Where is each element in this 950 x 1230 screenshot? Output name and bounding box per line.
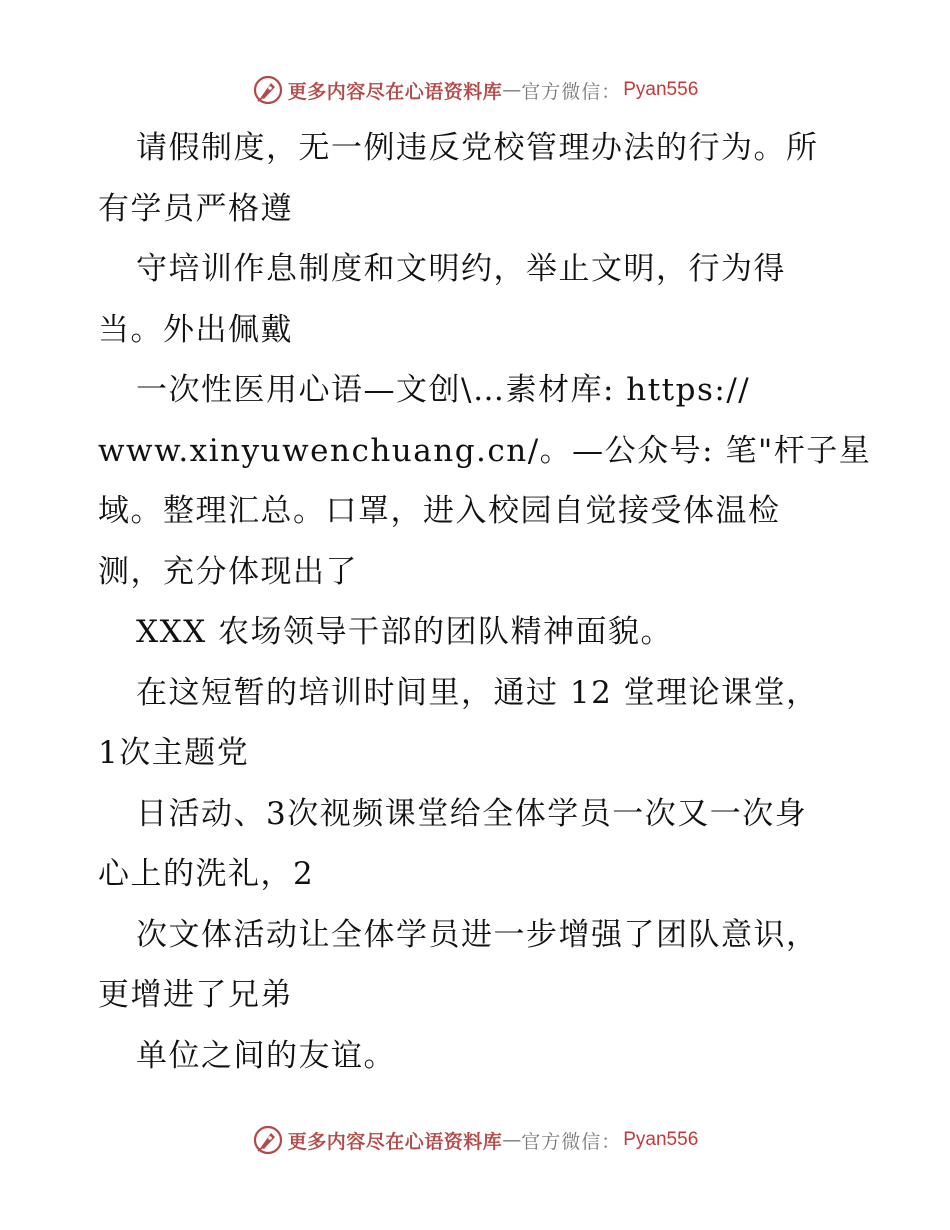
footer-banner-text: 更多内容尽在心语资料库 (287, 1130, 503, 1153)
body-line: 测，充分体现出了 (98, 553, 358, 590)
body-line: 一次性医用心语—文创\…素材库: https:// (136, 372, 751, 408)
body-line: 心上的洗礼，2 (98, 856, 315, 892)
body-line: www.xinyuwenchuang.cn/。—公众号: 笔"杆子星 (98, 432, 872, 469)
header-banner-separator: — (502, 79, 522, 101)
body-line: 日活动、3次视频课堂给全体学员一次又一次身 (136, 795, 808, 832)
footer-wechat-id: Pyan556 (623, 1129, 699, 1150)
body-line: 守培训作息制度和文明约，举止文明，行为得 (136, 251, 786, 287)
header-banner-text: 更多内容尽在心语资料库 (287, 80, 503, 103)
footer-banner (0, 1120, 950, 1160)
header-banner (0, 70, 950, 110)
body-line: XXX 农场领导干部的团队精神面貌。 (136, 614, 674, 650)
body-line: 次文体活动让全体学员进一步增强了团队意识， (136, 916, 819, 953)
body-line: 当。外出佩戴 (98, 311, 293, 348)
body-line: 域。整理汇总。口罩，进入校园自觉接受体温检 (98, 493, 781, 529)
body-line: 在这短暂的培训时间里，通过 12 堂理论课堂， (136, 674, 819, 711)
footer-banner-separator: — (502, 1129, 522, 1151)
pen-nib-logo-icon (252, 1124, 284, 1156)
body-line: 单位之间的友谊。 (136, 1037, 396, 1074)
footer-wechat-label: 官方微信： (521, 1130, 622, 1153)
body-line: 请假制度，无一例违反党校管理办法的行为。所 (136, 130, 819, 166)
header-wechat-label: 官方微信： (521, 80, 622, 103)
body-line: 1次主题党 (98, 735, 250, 771)
body-line: 更增进了兄弟 (98, 977, 293, 1013)
document-body (98, 118, 872, 1086)
header-wechat-id: Pyan556 (623, 79, 699, 100)
pen-nib-logo-icon (252, 74, 284, 106)
body-line: 有学员严格遵 (98, 190, 293, 227)
